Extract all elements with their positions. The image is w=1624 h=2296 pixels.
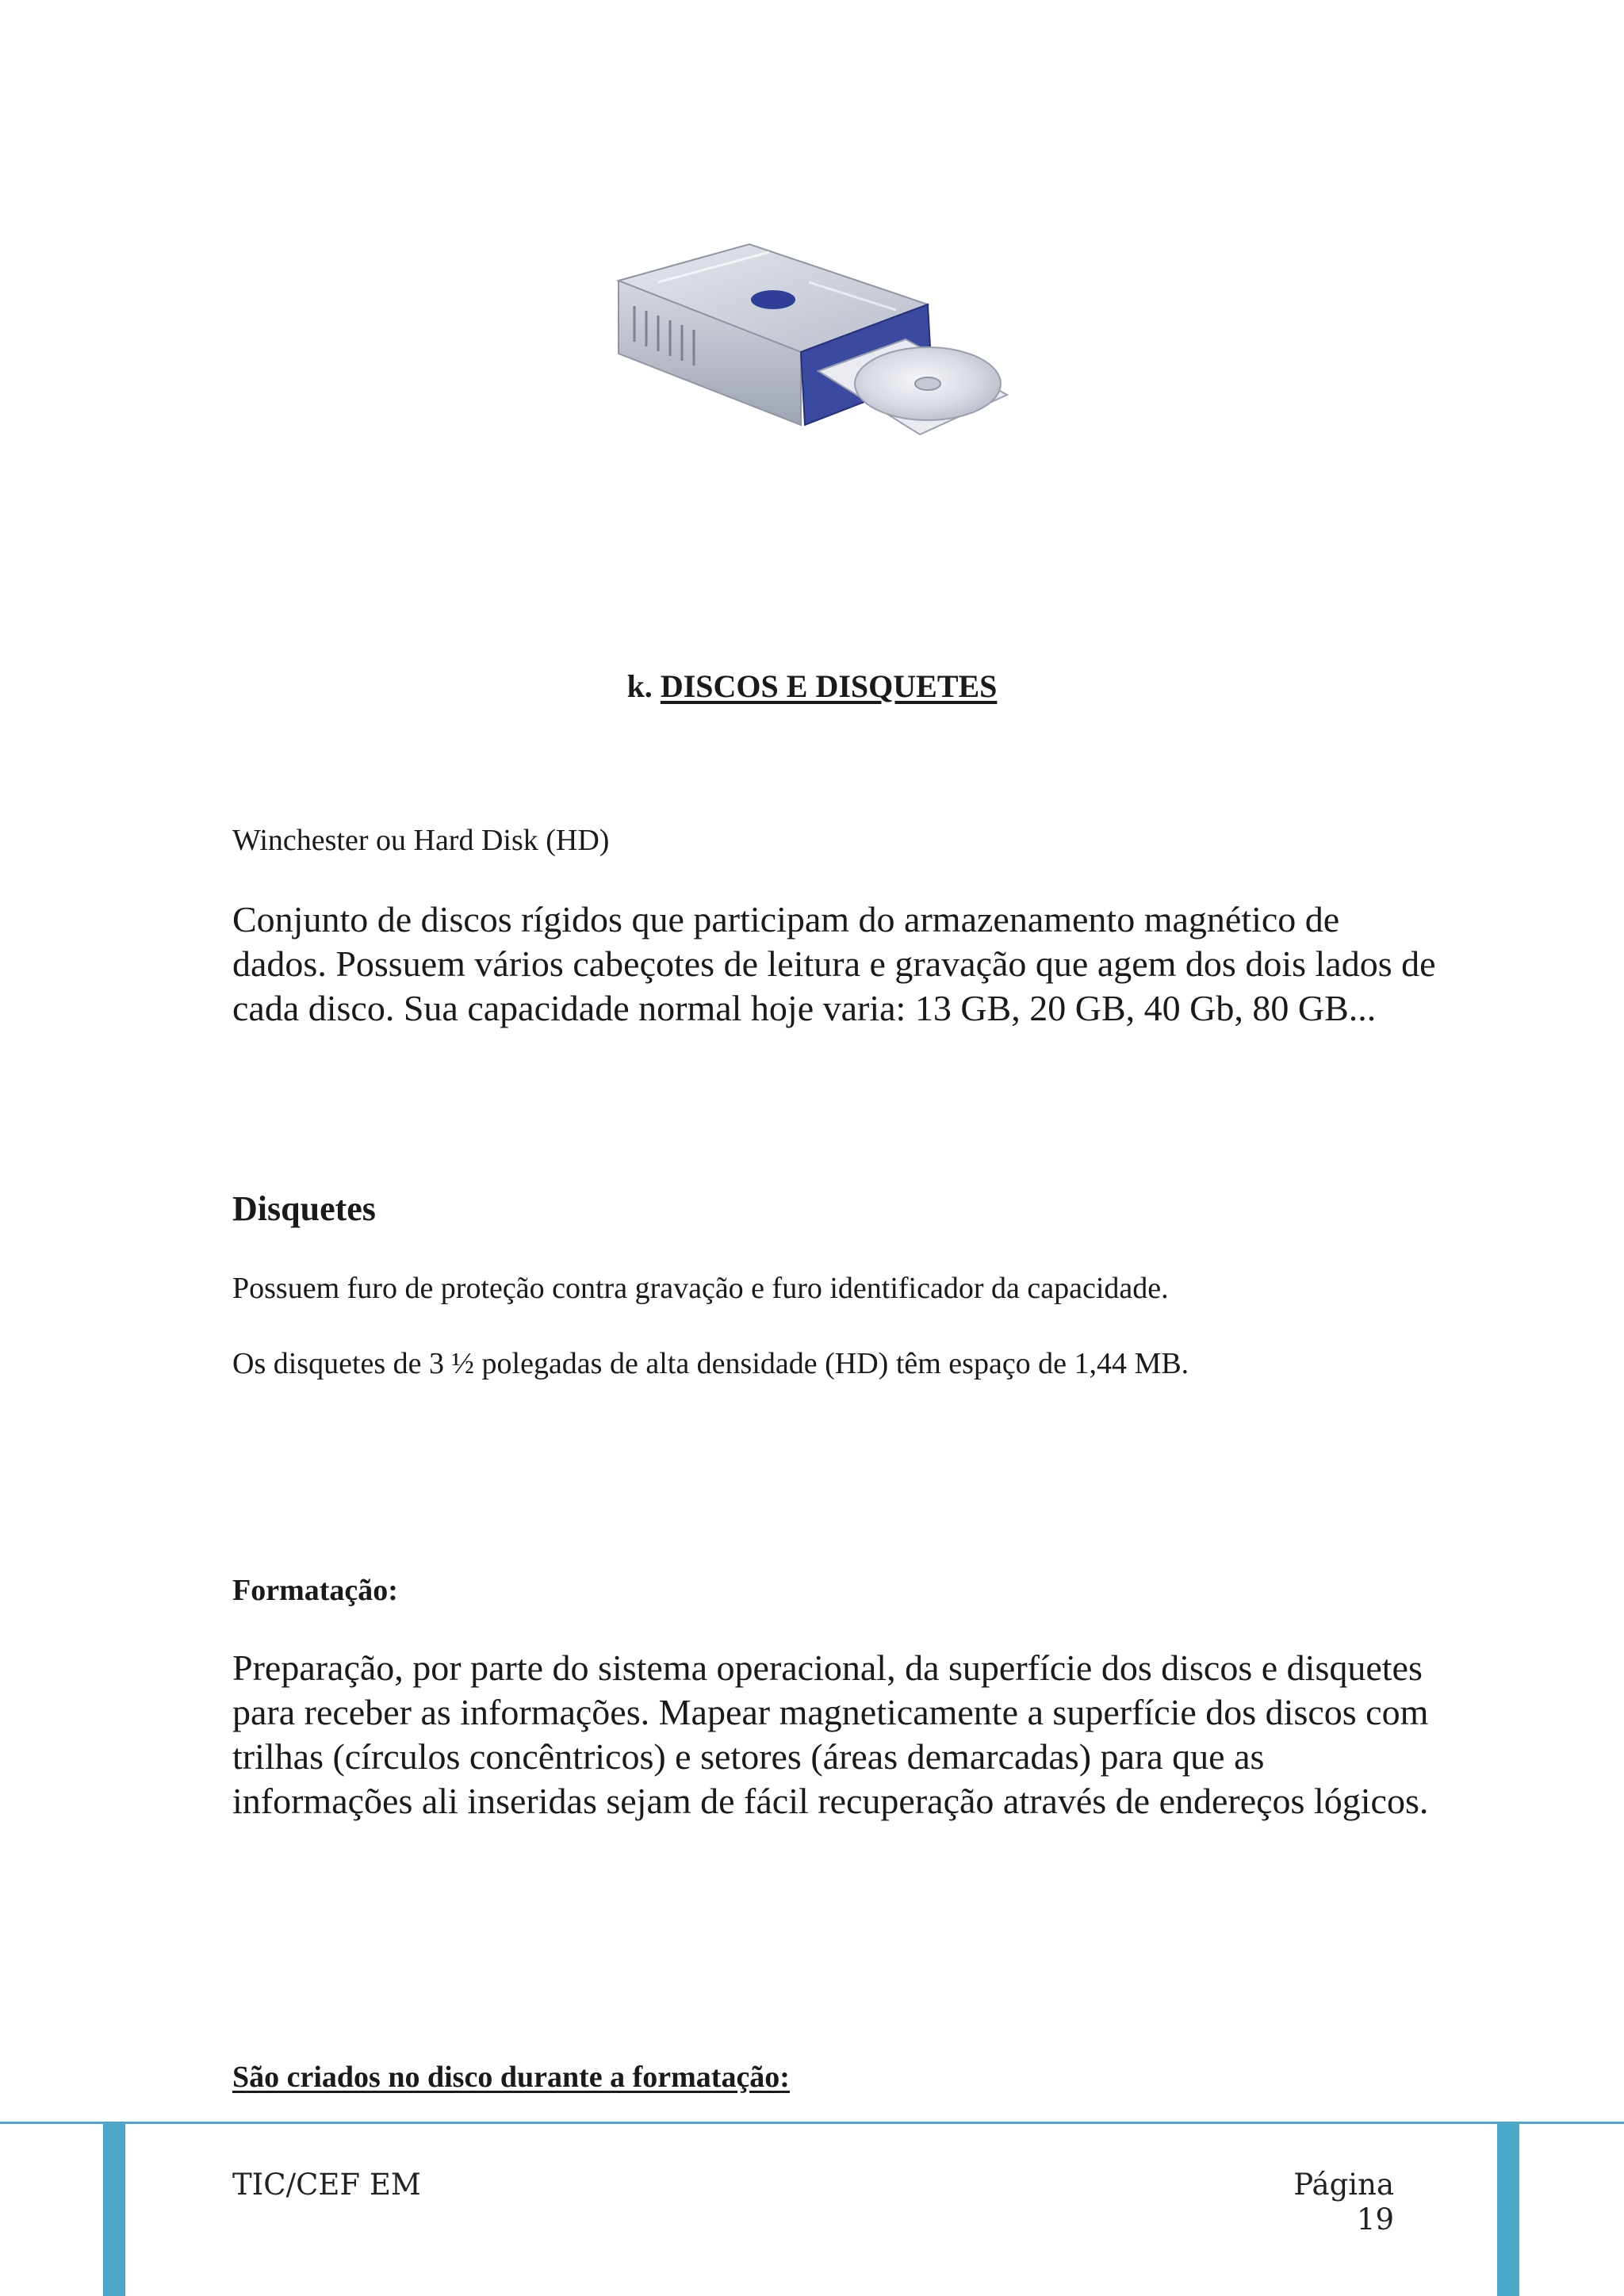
footer-page-number: Página 19 xyxy=(1293,2168,1394,2237)
disquetes-heading: Disquetes xyxy=(232,1189,376,1228)
hd-description: Conjunto de discos rígidos que participam do armazenamento magnético de dados. Possuem vários cabeçotes de leitura e gravação que agem dos dois lados de cada disco. Sua capacidade normal hoje varia: 13 GB, 20 GB, 40 Gb, 80 GB... xyxy=(232,899,1436,1028)
footer-left-accent-bar xyxy=(103,2123,125,2296)
formatacao-heading: Formatação: xyxy=(232,1574,398,1607)
optical-drive-image xyxy=(611,187,1015,480)
disquetes-capacity-text: Os disquetes de 3 ½ polegadas de alta densidade (HD) têm espaço de 1,44 MB. xyxy=(232,1347,1189,1380)
disquetes-protection-text: Possuem furo de proteção contra gravação e furo identificador da capacidade. xyxy=(232,1272,1169,1305)
footer-course-label: TIC/CEF EM xyxy=(232,2168,421,2202)
footer-divider xyxy=(0,2122,1624,2124)
section-prefix: k. xyxy=(626,668,653,704)
footer-right-accent-bar xyxy=(1497,2123,1519,2296)
formatacao-description: Preparação, por parte do sistema operacional, da superfície dos discos e disquetes para receber as informações. Mapear magneticamente a superfície dos discos com trilhas (círculos concêntricos) e setores (áreas demarcadas) para que as informações ali inseridas sejam de fácil recuperação através de endereços lógicos. xyxy=(232,1647,1429,1821)
criados-heading: São criados no disco durante a formatação: xyxy=(232,2061,790,2094)
section-title: DISCOS E DISQUETES xyxy=(660,668,998,704)
section-heading xyxy=(0,668,1624,706)
hd-label: Winchester ou Hard Disk (HD) xyxy=(232,824,610,857)
